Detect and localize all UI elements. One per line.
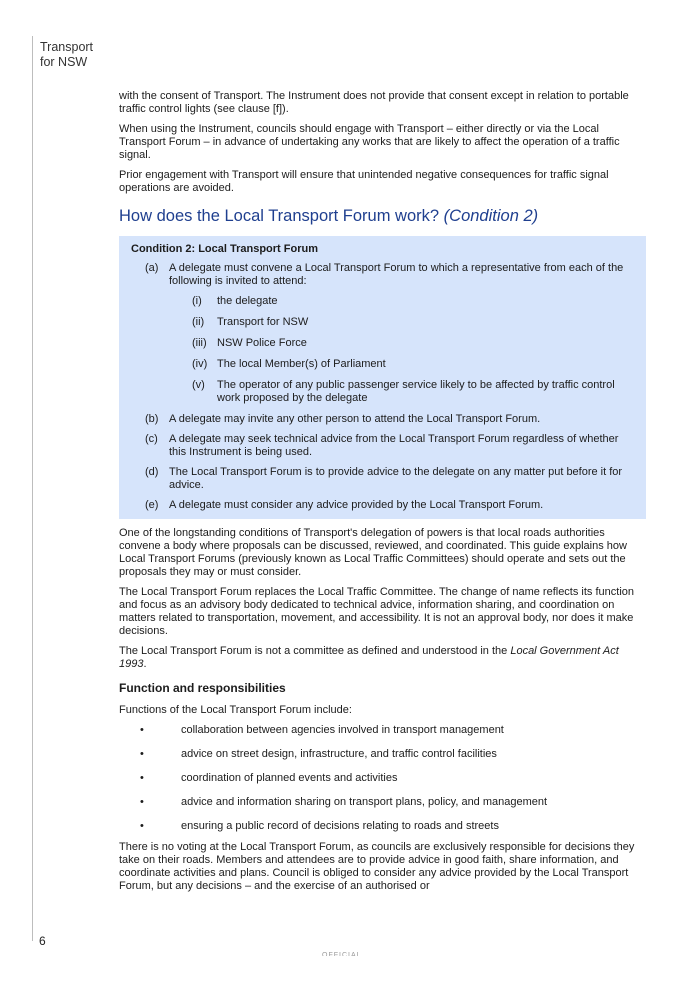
classification-label: OFFICIAL: [322, 952, 362, 956]
clause-b: [131, 413, 636, 426]
list-item: [119, 748, 646, 761]
subitem-label: (i): [192, 295, 202, 307]
clause-label: (b): [145, 413, 159, 425]
act-name: Local Government Act 1993: [119, 645, 619, 670]
subitem-iii: [131, 337, 636, 350]
subsection-heading: Function and responsibilities: [119, 681, 286, 695]
list-item: [119, 724, 646, 737]
list-item-text: advice and information sharing on transport plans, policy, and management: [181, 796, 548, 808]
function-bullet-list: [119, 724, 646, 833]
subitem-text: NSW Police Force: [217, 337, 307, 349]
section-heading: [119, 206, 646, 226]
section-heading-main: How does the Local Transport Forum work?: [119, 207, 440, 225]
section-heading-condition: (Condition 2): [443, 207, 539, 225]
subitem-label: (ii): [192, 316, 205, 328]
clause-text: A delegate may invite any other person to attend the Local Transport Forum.: [169, 413, 541, 425]
condition-title: Condition 2: Local Transport Forum: [131, 243, 318, 255]
clause-text: A delegate may seek technical advice from the Local Transport Forum regardless of whether this Instrument is being used.: [169, 433, 619, 458]
bullet-icon: •: [140, 748, 144, 760]
list-item-text: advice on street design, infrastructure, and traffic control facilities: [181, 748, 497, 760]
list-item-text: coordination of planned events and activities: [181, 772, 398, 784]
clause-e: [131, 499, 636, 512]
brand-logo-text: [40, 40, 93, 70]
clause-label: (c): [145, 433, 158, 445]
list-item-text: collaboration between agencies involved in transport management: [181, 724, 504, 736]
list-item: [119, 796, 646, 809]
subitem-label: (iii): [192, 337, 207, 349]
subitem-text: The local Member(s) of Parliament: [217, 358, 386, 370]
clause-c: [131, 433, 636, 459]
intro-paragraph-1: with the consent of Transport. The Instrument does not provide that consent except in relation to portable traffic control lights (see clause [f]).: [119, 90, 629, 115]
subitem-text: The operator of any public passenger service likely to be affected by traffic control work proposed by the delegate: [217, 379, 615, 404]
intro-paragraph-2: When using the Instrument, councils should engage with Transport – either directly or via the Local Transport Forum – in advance of undertaking any works that are likely to affect the operation of a traffic signal.: [119, 123, 620, 161]
brand-line-2: for NSW: [40, 55, 88, 69]
intro-paragraph-3: Prior engagement with Transport will ensure that unintended negative consequences for traffic signal operations are avoided.: [119, 169, 609, 194]
list-item: [119, 820, 646, 833]
body-paragraph-3-end: .: [143, 658, 147, 670]
subitem-label: (v): [192, 379, 205, 391]
subitem-ii: [131, 316, 636, 329]
list-item-text: ensuring a public record of decisions relating to roads and streets: [181, 820, 499, 832]
closing-paragraph: There is no voting at the Local Transport Forum, as councils are exclusively responsible for decisions they take on their roads. Members and attendees are to provide advice in good faith, share information, and coordinate activities and plans. Council is obliged to consider any advice provided by the Local Transport Forum, but any decisions – and the exercise of an authorised or: [119, 841, 635, 892]
bullet-icon: •: [140, 820, 144, 832]
main-content: [119, 90, 646, 900]
clause-text: A delegate must convene a Local Transport Forum to which a representative from each of the following is invited to attend:: [169, 262, 624, 287]
clause-a: [131, 262, 636, 288]
clause-label: (e): [145, 499, 159, 511]
subitem-iv: [131, 358, 636, 371]
clause-text: The Local Transport Forum is to provide advice to the delegate on any matter put before it for advice.: [169, 466, 623, 491]
subitem-i: [131, 295, 636, 308]
subitem-v: [131, 379, 636, 405]
bullet-icon: •: [140, 772, 144, 784]
body-paragraph-3: [119, 645, 646, 671]
condition-box: [119, 236, 646, 519]
subitem-label: (iv): [192, 358, 208, 370]
clause-label: (d): [145, 466, 159, 478]
clause-text: A delegate must consider any advice provided by the Local Transport Forum.: [169, 499, 544, 511]
bullet-icon: •: [140, 796, 144, 808]
clause-a-subitems: [131, 295, 636, 405]
bullet-icon: •: [140, 724, 144, 736]
page-number: 6: [39, 934, 46, 948]
subitem-text: Transport for NSW: [217, 316, 309, 328]
body-paragraph-1: One of the longstanding conditions of Transport's delegation of powers is that local roads authorities convene a body where proposals can be discussed, reviewed, and coordinated. This guide explains how Local Transport Forums (previously known as Local Traffic Committees) should operate and sets out the proposals they may or must consider.: [119, 527, 627, 578]
body-paragraph-2: The Local Transport Forum replaces the Local Traffic Committee. The change of name reflects its function and focus as an advisory body dedicated to technical advice, information sharing, and coordination on matters related to transportation, movement, and accessibility. It is not an approval body, nor does it make decisions.: [119, 586, 635, 637]
margin-rule: [32, 36, 33, 941]
list-item: [119, 772, 646, 785]
clause-label: (a): [145, 262, 159, 274]
subitem-text: the delegate: [217, 295, 278, 307]
brand-line-1: Transport: [40, 40, 94, 54]
function-intro: Functions of the Local Transport Forum include:: [119, 704, 352, 716]
clause-d: [131, 466, 636, 492]
body-paragraph-3-text: The Local Transport Forum is not a committee as defined and understood in the: [119, 645, 511, 657]
